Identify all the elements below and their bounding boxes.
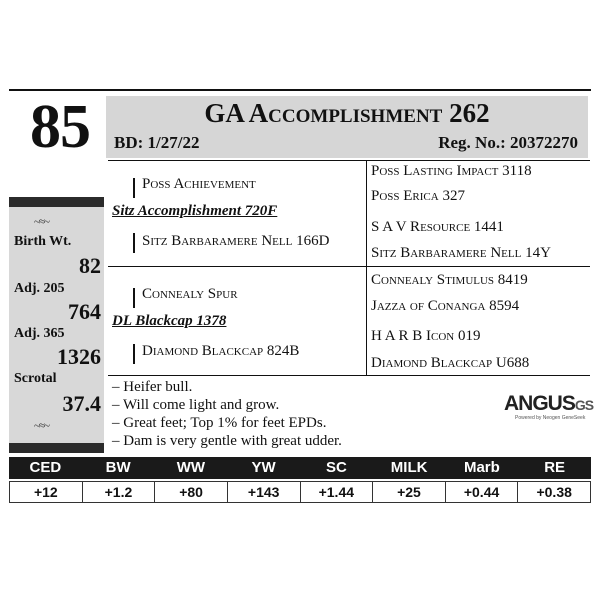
pedigree-top-rule (108, 160, 590, 161)
dam-sire-sire: Connealy Stimulus 8419 (371, 272, 528, 288)
logo-subtitle: Powered by Neogen GeneSeek (515, 415, 586, 421)
dam-dam-sire: H A R B Icon 019 (371, 328, 481, 344)
scrotal-label: Scrotal (14, 371, 57, 386)
birth-date: BD: 1/27/22 (114, 133, 200, 152)
epd-value-sc: +1.44 (301, 482, 374, 502)
epd-value-milk: +25 (373, 482, 446, 502)
epd-value-re: +0.38 (536, 484, 572, 500)
note-line: – Will come light and grow. (112, 397, 280, 413)
pedigree-tick (133, 288, 135, 308)
pedigree-bottom-rule (108, 375, 590, 376)
epd-value-bw: +1.2 (83, 482, 156, 502)
note-line: – Great feet; Top 1% for feet EPDs. (112, 415, 327, 431)
epd-header-re: RE (544, 459, 566, 476)
sire-dam: Sitz Barbaramere Nell 166D (142, 233, 330, 249)
lot-number: 85 (30, 93, 90, 161)
ornament-icon: ~≈~ (34, 420, 49, 432)
epd-header-sc: SC (325, 459, 347, 476)
pedigree-tick (133, 178, 135, 198)
epd-header-yw: YW (251, 459, 276, 476)
sire-sire-sire: Poss Lasting Impact 3118 (371, 163, 532, 179)
logo-main: ANGUS (504, 392, 575, 415)
sire-sire: Poss Achievement (142, 176, 256, 192)
epd-value-row (9, 481, 591, 503)
note-line: – Dam is very gentle with great udder. (112, 433, 342, 449)
sire-sire-dam: Poss Erica 327 (371, 188, 465, 204)
dam-dam: Diamond Blackcap 824B (142, 343, 300, 359)
registration-number: Reg. No.: 20372270 (438, 133, 578, 152)
adj-365-label: Adj. 365 (14, 326, 65, 341)
dam-sire-dam: Jazza of Conanga 8594 (371, 298, 520, 314)
dam-dam-dam: Diamond Blackcap U688 (371, 355, 530, 371)
dam-name: DL Blackcap 1378 (112, 313, 227, 329)
pedigree-column-divider (366, 161, 367, 375)
note-line: – Heifer bull. (112, 379, 193, 395)
epd-header-ced: CED (29, 459, 62, 476)
scrotal-value: 37.4 (62, 391, 101, 416)
epd-header-milk: MILK (390, 459, 428, 476)
sire-dam-sire: S A V Resource 1441 (371, 219, 504, 235)
adj-205-value: 764 (68, 299, 101, 324)
epd-header-row (9, 457, 591, 479)
adj-365-value: 1326 (57, 344, 101, 369)
pedigree-mid-rule (108, 266, 590, 267)
ornament-icon: ~≈~ (34, 216, 49, 228)
epd-header-marb: Marb (463, 459, 500, 476)
adj-205-label: Adj. 205 (14, 281, 65, 296)
epd-value-ced: +12 (10, 482, 83, 502)
angus-gs-logo (504, 392, 593, 416)
pedigree-tick (133, 233, 135, 253)
epd-value-ww: +80 (155, 482, 228, 502)
sire-dam-dam: Sitz Barbaramere Nell 14Y (371, 245, 551, 261)
epd-value-marb: +0.44 (446, 482, 519, 502)
logo-suffix: GS (574, 397, 594, 413)
dam-sire: Connealy Spur (142, 286, 238, 302)
sire-name: Sitz Accomplishment 720F (112, 203, 278, 219)
animal-name: GA Accomplishment 262 (204, 98, 490, 128)
epd-header-bw: BW (105, 459, 131, 476)
top-rule (9, 89, 591, 91)
epd-value-yw: +143 (228, 482, 301, 502)
birth-weight-label: Birth Wt. (14, 234, 72, 249)
birth-weight-value: 82 (79, 253, 101, 278)
epd-header-ww: WW (176, 459, 206, 476)
pedigree-tick (133, 344, 135, 364)
